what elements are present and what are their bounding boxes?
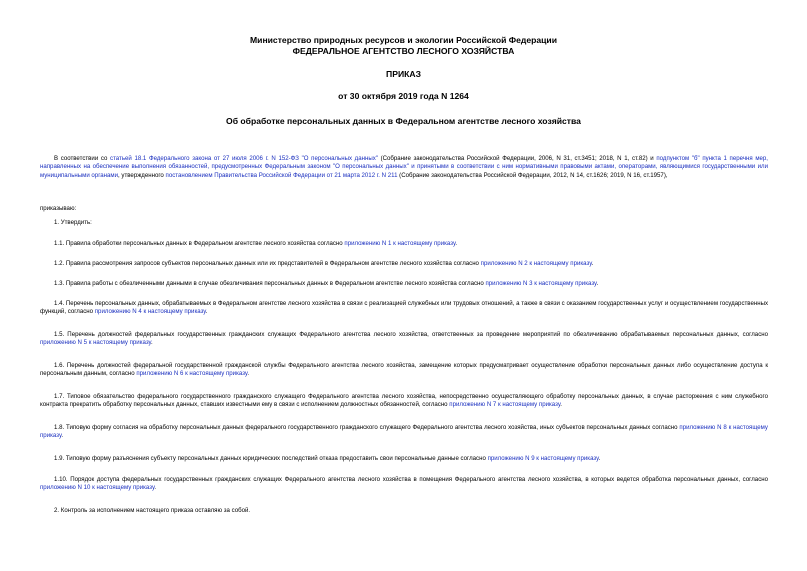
preamble-text: (Собрание законодательства Российской Федерации, 2012, N 14, ст.1626; 2019, N 16, ст.1957), [397,171,668,179]
appendix-8-link[interactable]: приложению N 8 к настоящему приказу [40,424,768,440]
document-title: Об обработке персональных данных в Федеральном агентстве лесного хозяйства [226,116,581,126]
subitem-end: . [560,401,562,409]
subitem-text: 1.8. Типовую форму согласия на обработку персональных данных федерального государственного гражданского служащего Федерального агентства лесного хозяйства, иных субъектов персональных данных согласно [54,424,680,431]
appendix-10-link[interactable]: приложению N 10 к настоящему приказу [40,484,155,492]
subitem-end: . [151,339,153,347]
subitem-end: . [247,370,250,378]
subitem-1-8 [40,424,768,441]
document-date-number: от 30 октября 2019 года N 1264 [338,91,469,101]
subitem-end: . [455,240,458,247]
preamble-text: , утвержденного [118,171,166,179]
preamble-text: (Собрание законодательства Российской Федерации, 2006, N 31, ст.3451; 2018, N 1, ст.82) и [377,155,657,162]
item-2: 2. Контроль за исполнением настоящего приказа оставляю за собой. [54,507,251,514]
appendix-5-link[interactable]: приложению N 5 к настоящему приказу [40,339,151,347]
ministry-name: Министерство природных ресурсов и экологии Российской Федерации [250,35,557,45]
item-1: 1. Утвердить: [54,219,92,226]
subitem-1-1 [40,240,768,248]
government-decree-link[interactable]: постановлением Правительства Российской Федерации от 21 марта 2012 г. N 211 [165,171,398,179]
subitem-text: 1.4. Перечень персональных данных, обрабатываемых в Федеральном агентстве лесного хозяйства в связи с реализацией служебных или трудовых отношений, а также в связи с оказанием государственных услуг и осуществлением государственных функций, согласно [40,300,768,316]
appendix-9-link[interactable]: приложению N 9 к настоящему приказу [487,455,599,462]
appendix-1-link[interactable]: приложению N 1 к настоящему приказу [344,240,456,247]
subitem-text: 1.1. Правила обработки персональных данных в Федеральном агентстве лесного хозяйства согласно [54,240,345,247]
subitem-1-2 [40,260,768,268]
appendix-3-link[interactable]: приложению N 3 к настоящему приказу [485,280,597,287]
order-word: приказываю: [40,205,77,212]
subitem-end: . [596,280,599,287]
subitem-text: 1.10. Порядок доступа федеральных государственных гражданских служащих Федерального агентства лесного хозяйства в помещения Федерального агентства лесного хозяйства, в которых ведется обработка персональных данных, согласно [54,476,768,483]
law-article-link[interactable]: статьей 18.1 Федерального закона от 27 июля 2006 г. N 152-ФЗ "О персональных данных" [110,155,378,162]
document-type: ПРИКАЗ [386,69,421,79]
appendix-2-link[interactable]: приложению N 2 к настоящему приказу [480,260,592,267]
subitem-1-9 [40,455,768,463]
subitem-1-6 [40,362,768,379]
measures-list-link[interactable]: подпунктом "б" пункта 1 перечня мер, направленных на обеспечение выполнения обязанностей, предусмотренных Федеральным законом "О персональных данных" и принятыми в соответствии с ним нормативными правовыми актами, операторами, являющимися государственными или муниципальными органами [40,155,768,179]
subitem-1-10 [40,476,768,493]
subitem-end: . [591,260,594,267]
appendix-6-link[interactable]: приложению N 6 к настоящему приказу [136,370,248,378]
subitem-text: 1.6. Перечень должностей федеральной государственной гражданской службы Федерального агентства лесного хозяйства, замещение которых предусматривает осуществление обработки персональных данных либо осуществление доступа к персональным данным, согласно [40,362,768,378]
appendix-7-link[interactable]: приложению N 7 к настоящему приказу [449,401,561,409]
subitem-end: . [598,455,601,462]
subitem-1-5 [40,331,768,348]
subitem-end: . [154,484,157,492]
subitem-end: . [61,432,64,440]
appendix-4-link[interactable]: приложению N 4 к настоящему приказу [94,308,206,316]
subitem-1-4 [40,300,768,317]
subitem-text: 1.7. Типовое обязательство федерального государственного гражданского служащего Федерального агентства лесного хозяйства, непосредственно осуществляющего обработку персональных данных, в случае расторжения с ним служебного контракта прекратить обработку персональных данных, ставших известными ему в связи с исполнением должностных обязанностей, согласно [40,393,768,409]
preamble-paragraph [40,155,768,180]
subitem-text: 1.2. Правила рассмотрения запросов субъектов персональных данных или их представителей в Федеральном агентстве лесного хозяйства согласно [54,260,481,267]
subitem-end: . [205,308,208,316]
agency-name: ФЕДЕРАЛЬНОЕ АГЕНТСТВО ЛЕСНОГО ХОЗЯЙСТВА [292,46,515,56]
subitem-text: 1.3. Правила работы с обезличенными данными в случае обезличивания персональных данных в Федеральном агентстве лесного хозяйства согласно [54,280,486,287]
subitem-text: 1.5. Перечень должностей федеральных государственных гражданских служащих Федерального агентства лесного хозяйства, ответственных за проведение мероприятий по обезличиванию обрабатываемых персональных данных, согласно [54,331,768,338]
subitem-1-3 [40,280,768,288]
subitem-text: 1.9. Типовую форму разъяснения субъекту персональных данных юридических последствий отказа предоставить свои персональные данные согласно [54,455,488,462]
preamble-text: В соответствии со [54,155,111,162]
subitem-1-7 [40,393,768,410]
